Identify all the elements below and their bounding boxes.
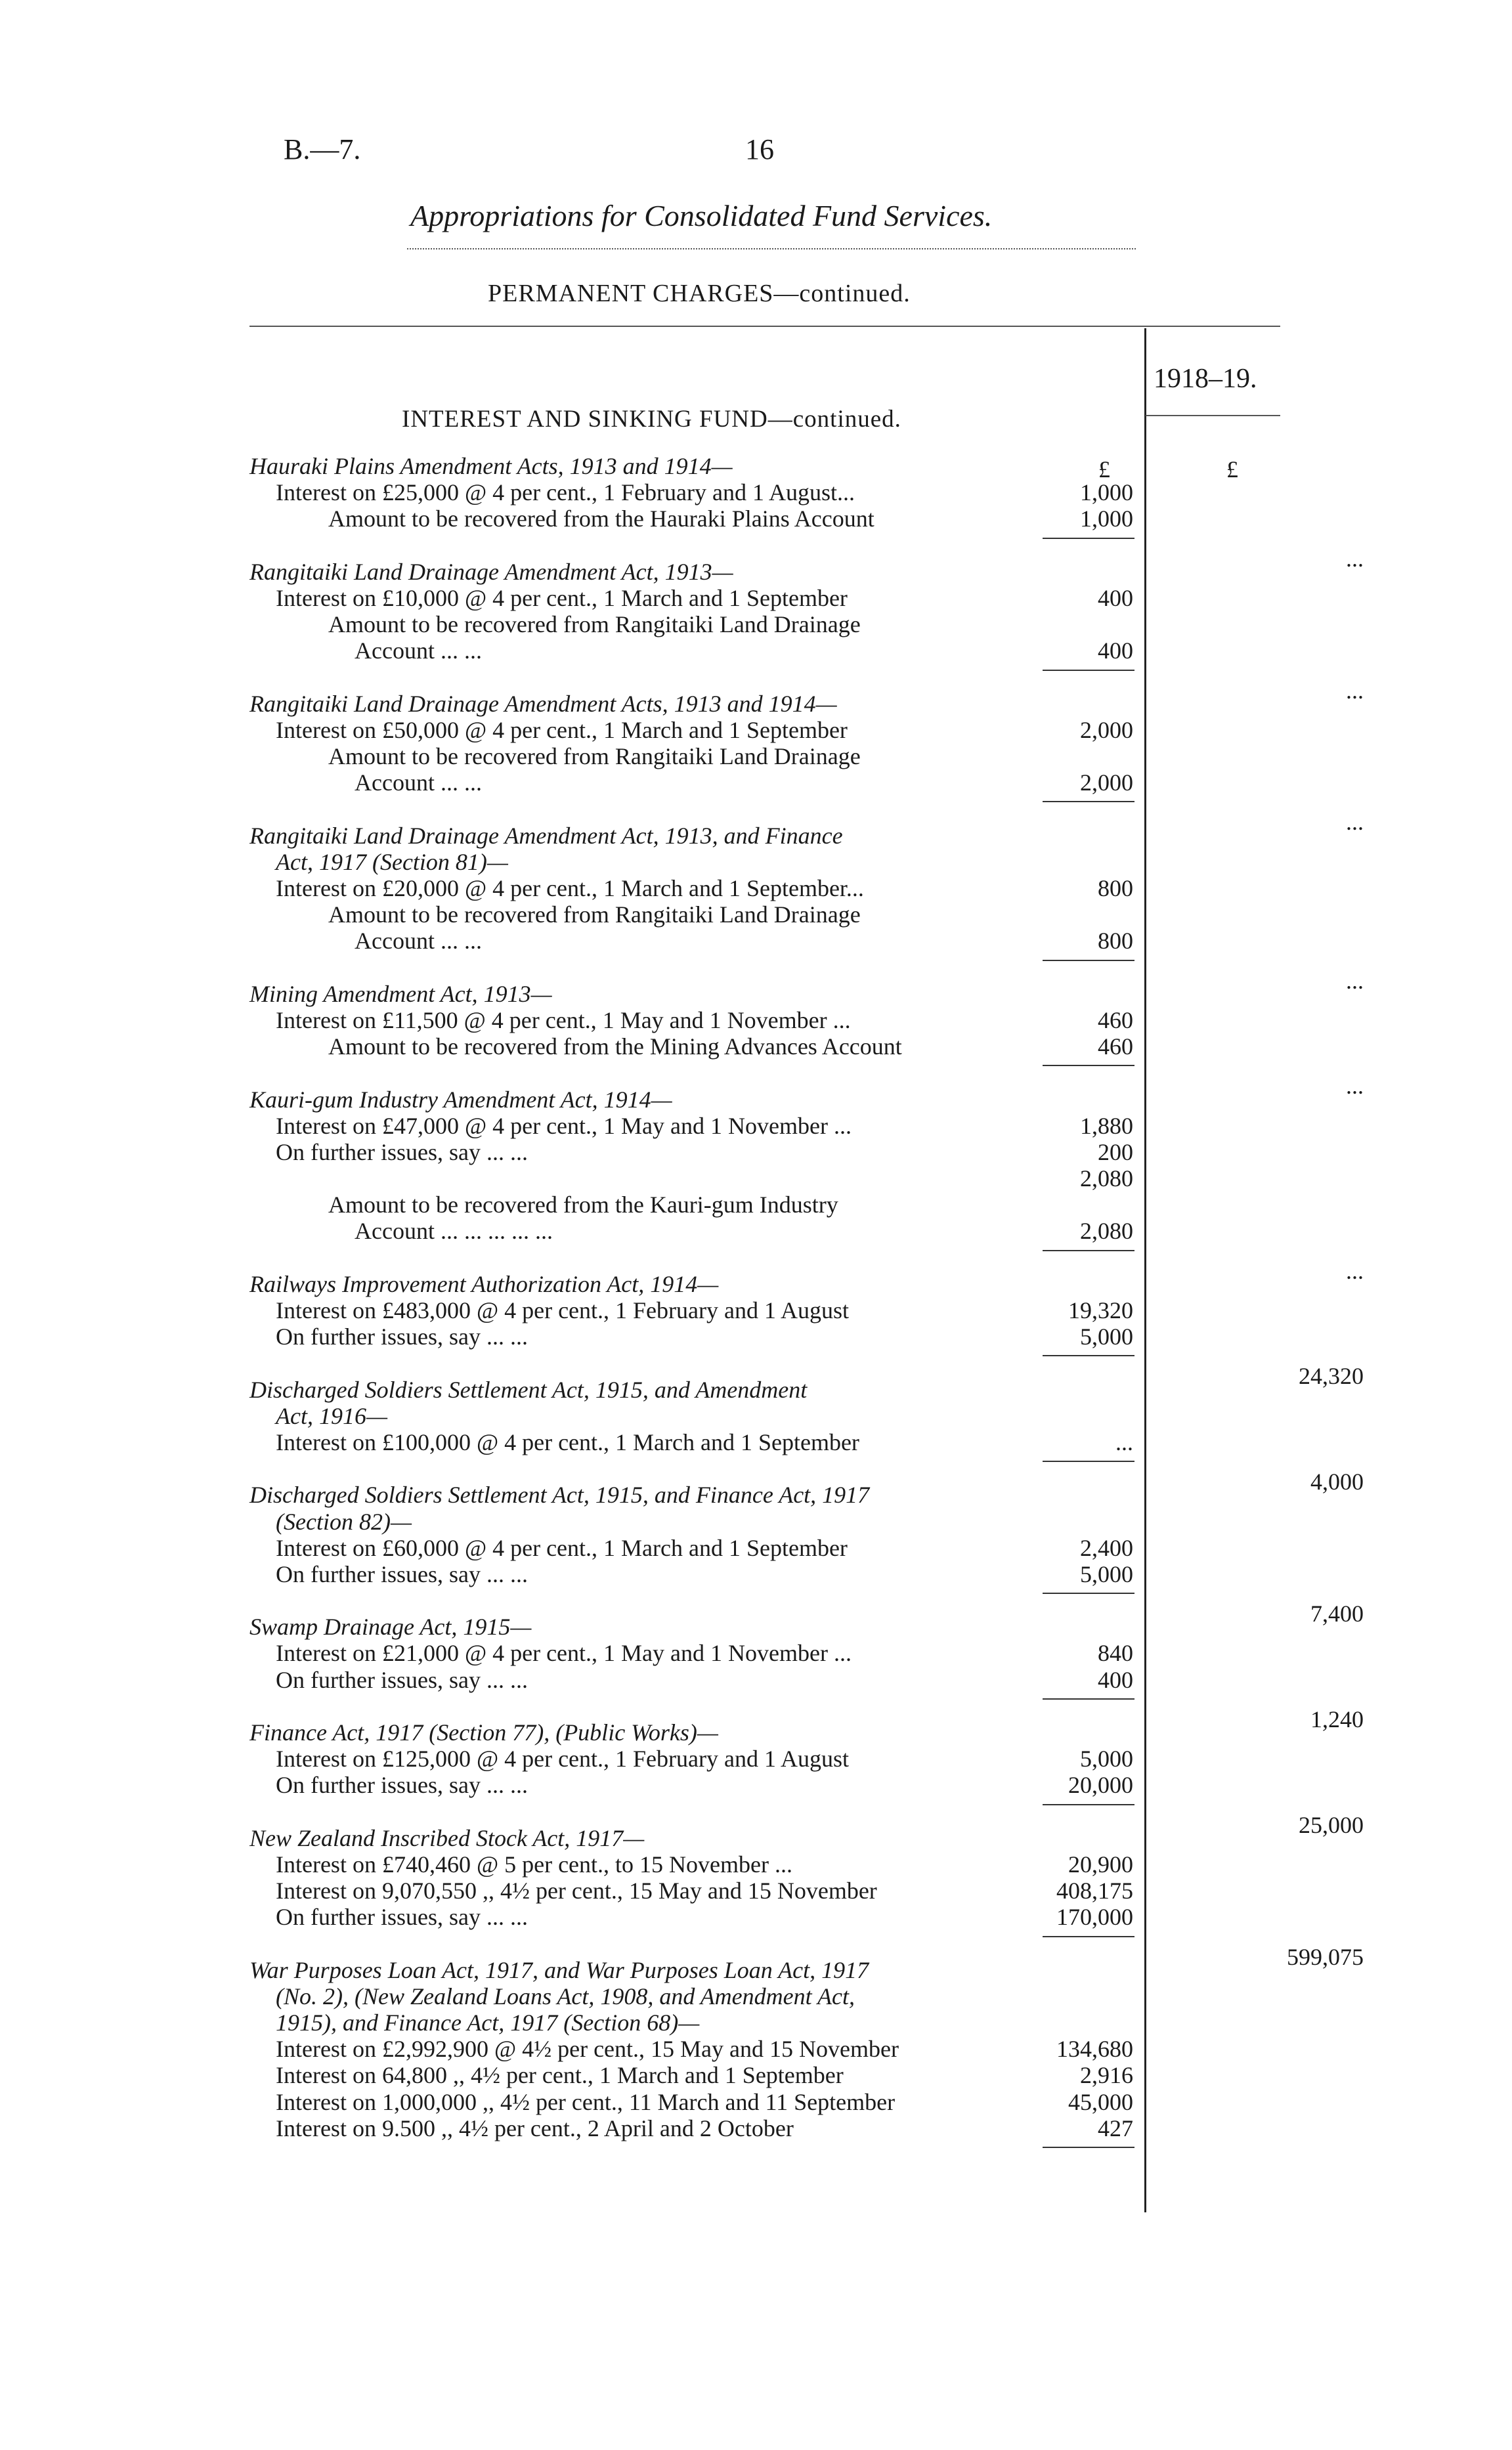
- entry-total: 24,320: [1299, 1363, 1364, 1390]
- entry-line-amount: 19,320: [1068, 1297, 1133, 1323]
- entry-line: [249, 1878, 1366, 1904]
- entry-block: [249, 1614, 1366, 1732]
- entry-heading: Kauri-gum Industry Amendment Act, 1914—: [249, 1086, 672, 1113]
- entry-line: [249, 1640, 1366, 1666]
- entry-line: [249, 1561, 1366, 1587]
- entry-line-amount: 170,000: [1056, 1904, 1133, 1931]
- entry-line: [249, 1139, 1366, 1165]
- entry-line: [249, 585, 1366, 611]
- entry-heading-line: [249, 1086, 1366, 1113]
- entry-line-text: Amount to be recovered from the Mining Advances Account: [328, 1033, 902, 1060]
- subtotal-rule: [1043, 1461, 1134, 1462]
- entry-line: [249, 1297, 1366, 1323]
- entry-line-amount: 2,080: [1080, 1165, 1133, 1192]
- entry-line-text: Interest on £2,992,900 @ 4½ per cent., 15 May and 15 November: [276, 2036, 899, 2063]
- entry-line: [249, 1772, 1366, 1798]
- entry-heading: Discharged Soldiers Settlement Act, 1915, and Finance Act, 1917: [249, 1482, 870, 1509]
- entry-block: [249, 1957, 1366, 2168]
- entry-total: 599,075: [1287, 1943, 1364, 1970]
- entry-line-text: Interest on £47,000 @ 4 per cent., 1 May and 1 November ...: [276, 1112, 852, 1139]
- entry-total: ...: [1346, 1257, 1364, 1284]
- entry-line-amount: 2,080: [1080, 1218, 1133, 1245]
- entry-heading-line: [249, 453, 1366, 479]
- entry-line-amount: 400: [1098, 584, 1133, 611]
- entry-line: [249, 769, 1366, 796]
- entry-line: [249, 743, 1366, 769]
- entry-total: 4,000: [1310, 1469, 1364, 1495]
- entry-line-amount: 2,000: [1080, 769, 1133, 796]
- entry-line: [249, 1033, 1366, 1060]
- entry-total: 7,400: [1310, 1601, 1364, 1627]
- entry-line-text: On further issues, say ... ...: [276, 1904, 528, 1931]
- entry-total: ...: [1346, 967, 1364, 994]
- entry-line: [249, 2115, 1366, 2141]
- entry-line-text: Interest on 64,800 ,, 4½ per cent., 1 March and 1 September: [276, 2062, 844, 2089]
- entry-heading: Act, 1916—: [276, 1402, 387, 1429]
- entry-line-text: Interest on £483,000 @ 4 per cent., 1 February and 1 August: [276, 1297, 849, 1323]
- entry-heading-line: [249, 981, 1366, 1007]
- entry-heading-line: [249, 2009, 1366, 2036]
- entry-line-text: On further issues, say ... ...: [276, 1560, 528, 1587]
- entry-line-amount: 2,400: [1080, 1534, 1133, 1561]
- entry-line-text: Interest on 9.500 ,, 4½ per cent., 2 April and 2 October: [276, 2115, 794, 2141]
- entry-heading-line: [249, 1403, 1366, 1429]
- entry-line: [249, 479, 1366, 505]
- entry-line: [249, 505, 1366, 532]
- year-column-header: 1918–19.: [1154, 364, 1257, 394]
- entry-line-text: Amount to be recovered from Rangitaiki Land Drainage: [328, 901, 861, 928]
- entry-line-amount: 2,000: [1080, 716, 1133, 743]
- entry-line: [249, 1323, 1366, 1350]
- entry-total-line: [249, 1455, 1366, 1495]
- document-ref: B.—7.: [284, 133, 361, 165]
- entry-line: [249, 1429, 1366, 1455]
- entry-line-amount: 460: [1098, 1033, 1133, 1060]
- entry-total-line: [249, 1587, 1366, 1627]
- entry-heading-line: [249, 1614, 1366, 1640]
- entry-line-text: Interest on 9,070,550 ,, 4½ per cent., 15 May and 15 November: [276, 1878, 877, 1904]
- entry-line-text: Interest on £20,000 @ 4 per cent., 1 March and 1 September...: [276, 875, 864, 901]
- page-title: Appropriations for Consolidated Fund Services.: [410, 199, 993, 232]
- entry-line-text: Interest on £11,500 @ 4 per cent., 1 May and 1 November ...: [276, 1006, 851, 1033]
- entry-line-amount: ...: [1115, 1429, 1133, 1455]
- entry-line: [249, 1192, 1366, 1218]
- entry-line-amount: 20,900: [1068, 1851, 1133, 1878]
- entry-line-text: Interest on £100,000 @ 4 per cent., 1 March and 1 September: [276, 1429, 859, 1455]
- entry-line: [249, 2062, 1366, 2088]
- entry-line-amount: 840: [1098, 1640, 1133, 1667]
- entry-line-text: Interest on £10,000 @ 4 per cent., 1 March and 1 September: [276, 584, 848, 611]
- entry-heading-line: [249, 823, 1366, 849]
- entry-line-text: Account ... ...: [355, 769, 482, 796]
- entry-line-amount: 2,916: [1080, 2062, 1133, 2089]
- entry-line: [249, 1218, 1366, 1244]
- section-subtitle: PERMANENT CHARGES—continued.: [488, 280, 911, 307]
- entry-line-amount: 800: [1098, 875, 1133, 901]
- entry-heading: (Section 82)—: [276, 1508, 412, 1535]
- page-number: 16: [745, 133, 774, 165]
- entries-list: [249, 453, 1366, 2168]
- entry-total: 25,000: [1299, 1811, 1364, 1838]
- entry-line: [249, 611, 1366, 637]
- entry-line: [249, 637, 1366, 664]
- currency-label-amount: £: [1098, 456, 1110, 483]
- entry-line-text: Amount to be recovered from Rangitaiki Land Drainage: [328, 743, 861, 770]
- entry-line: [249, 1904, 1366, 1930]
- entry-heading: (No. 2), (New Zealand Loans Act, 1908, and Amendment Act,: [276, 1983, 855, 2009]
- entry-line: [249, 1165, 1366, 1192]
- entry-line-text: Amount to be recovered from Rangitaiki Land Drainage: [328, 611, 861, 638]
- entry-line: [249, 901, 1366, 928]
- title-rule: [407, 248, 1136, 249]
- entry-line-text: Account ... ...: [355, 928, 482, 955]
- entry-heading-line: [249, 1983, 1366, 2009]
- entry-line-amount: 20,000: [1068, 1772, 1133, 1799]
- entry-line: [249, 1746, 1366, 1772]
- entry-line: [249, 1667, 1366, 1693]
- subtotal-rule: [1043, 1698, 1134, 1700]
- entry-line-text: Amount to be recovered from the Kauri-gum Industry: [328, 1192, 838, 1218]
- entry-line: [249, 875, 1366, 901]
- entry-line-amount: 427: [1098, 2115, 1133, 2141]
- entry-line-amount: 1,880: [1080, 1112, 1133, 1139]
- entry-line-amount: 400: [1098, 637, 1133, 664]
- entry-line-text: Interest on £740,460 @ 5 per cent., to 15 November ...: [276, 1851, 792, 1878]
- entry-heading: War Purposes Loan Act, 1917, and War Purposes Loan Act, 1917: [249, 1956, 869, 1983]
- entry-line-text: Interest on £60,000 @ 4 per cent., 1 March and 1 September: [276, 1534, 848, 1561]
- entry-heading-line: [249, 1271, 1366, 1297]
- year-header-rule: [1146, 415, 1280, 416]
- entry-line: [249, 1113, 1366, 1139]
- entry-heading-line: [249, 849, 1366, 875]
- entry-line: [249, 1535, 1366, 1561]
- entry-heading: Rangitaiki Land Drainage Amendment Act, 1913—: [249, 558, 733, 585]
- entry-line-amount: 408,175: [1056, 1878, 1133, 1904]
- entry-heading-line: [249, 1825, 1366, 1851]
- entry-heading: Rangitaiki Land Drainage Amendment Acts, 1913 and 1914—: [249, 690, 837, 717]
- section-heading: INTEREST AND SINKING FUND—continued.: [402, 406, 901, 433]
- entry-heading-line: [249, 1509, 1366, 1535]
- subtotal-rule: [1043, 1593, 1134, 1594]
- entry-line-text: Interest on £50,000 @ 4 per cent., 1 March and 1 September: [276, 716, 848, 743]
- entry-heading: Rangitaiki Land Drainage Amendment Act, 1913, and Finance: [249, 822, 843, 849]
- entry-total-line: [249, 2141, 1366, 2168]
- entry-line-amount: 134,680: [1056, 2036, 1133, 2063]
- subtotal-rule: [1043, 801, 1134, 802]
- subtotal-rule: [1043, 1804, 1134, 1805]
- entry-heading-line: [249, 1482, 1366, 1508]
- entry-line-amount: 5,000: [1080, 1323, 1133, 1350]
- entry-heading: Discharged Soldiers Settlement Act, 1915, and Amendment: [249, 1376, 808, 1403]
- entry-heading-line: [249, 1957, 1366, 1983]
- entry-heading: Railways Improvement Authorization Act, 1914—: [249, 1270, 719, 1297]
- entry-line-amount: 200: [1098, 1138, 1133, 1165]
- entry-line-text: Interest on £25,000 @ 4 per cent., 1 February and 1 August...: [276, 479, 855, 506]
- entry-heading: Hauraki Plains Amendment Acts, 1913 and 1914—: [249, 453, 733, 479]
- entry-line-amount: 5,000: [1080, 1560, 1133, 1587]
- entry-line: [249, 2089, 1366, 2115]
- entry-line-text: Interest on £21,000 @ 4 per cent., 1 May and 1 November ...: [276, 1640, 852, 1667]
- subtotal-rule: [1043, 670, 1134, 671]
- entry-heading: Swamp Drainage Act, 1915—: [249, 1614, 532, 1641]
- entry-line-amount: 400: [1098, 1666, 1133, 1693]
- entry-line-amount: 460: [1098, 1006, 1133, 1033]
- entry-line: [249, 717, 1366, 743]
- entry-line-text: On further issues, say ... ...: [276, 1772, 528, 1799]
- entry-heading-line: [249, 1719, 1366, 1746]
- subtitle-rule: [249, 326, 1280, 327]
- entry-total-line: [249, 1693, 1366, 1732]
- entry-line: [249, 1007, 1366, 1033]
- entry-heading: Act, 1917 (Section 81)—: [276, 848, 508, 875]
- entry-heading: 1915), and Finance Act, 1917 (Section 68)—: [276, 2009, 700, 2036]
- subtotal-rule: [1043, 960, 1134, 961]
- entry-heading-line: [249, 559, 1366, 585]
- entry-line: [249, 2036, 1366, 2062]
- entry-line-amount: 800: [1098, 928, 1133, 955]
- entry-line-text: On further issues, say ... ...: [276, 1138, 528, 1165]
- entry-line-amount: 1,000: [1080, 505, 1133, 532]
- subtotal-rule: [1043, 1355, 1134, 1356]
- entry-total: ...: [1346, 677, 1364, 704]
- entry-line-text: Amount to be recovered from the Hauraki Plains Account: [328, 505, 875, 532]
- currency-label-total: £: [1226, 456, 1238, 483]
- entry-line-text: Account ... ... ... ... ...: [355, 1218, 553, 1245]
- entry-line-text: Interest on £125,000 @ 4 per cent., 1 February and 1 August: [276, 1746, 849, 1773]
- entry-line-text: On further issues, say ... ...: [276, 1323, 528, 1350]
- entry-line-text: Account ... ...: [355, 637, 482, 664]
- entry-heading-line: [249, 1377, 1366, 1403]
- entry-line: [249, 1851, 1366, 1878]
- entry-heading: Mining Amendment Act, 1913—: [249, 980, 552, 1007]
- subtotal-rule: [1043, 538, 1134, 539]
- entry-heading: New Zealand Inscribed Stock Act, 1917—: [249, 1824, 645, 1851]
- subtotal-rule: [1043, 1936, 1134, 1937]
- subtotal-rule: [1043, 2147, 1134, 2148]
- entry-total: ...: [1346, 545, 1364, 572]
- entry-line-amount: 45,000: [1068, 2088, 1133, 2115]
- subtotal-rule: [1043, 1065, 1134, 1066]
- entry-block: [249, 1482, 1366, 1627]
- entry-line-text: Interest on 1,000,000 ,, 4½ per cent., 11 March and 11 September: [276, 2088, 896, 2115]
- entry-line-amount: 5,000: [1080, 1746, 1133, 1773]
- entry-total: 1,240: [1310, 1706, 1364, 1732]
- entry-line-text: On further issues, say ... ...: [276, 1666, 528, 1693]
- entry-heading: Finance Act, 1917 (Section 77), (Public Works)—: [249, 1719, 718, 1746]
- entry-line-amount: 1,000: [1080, 479, 1133, 506]
- entry-line: [249, 928, 1366, 954]
- subtotal-rule: [1043, 1250, 1134, 1251]
- entry-total: ...: [1346, 1073, 1364, 1100]
- entry-total: ...: [1346, 809, 1364, 836]
- entry-heading-line: [249, 691, 1366, 717]
